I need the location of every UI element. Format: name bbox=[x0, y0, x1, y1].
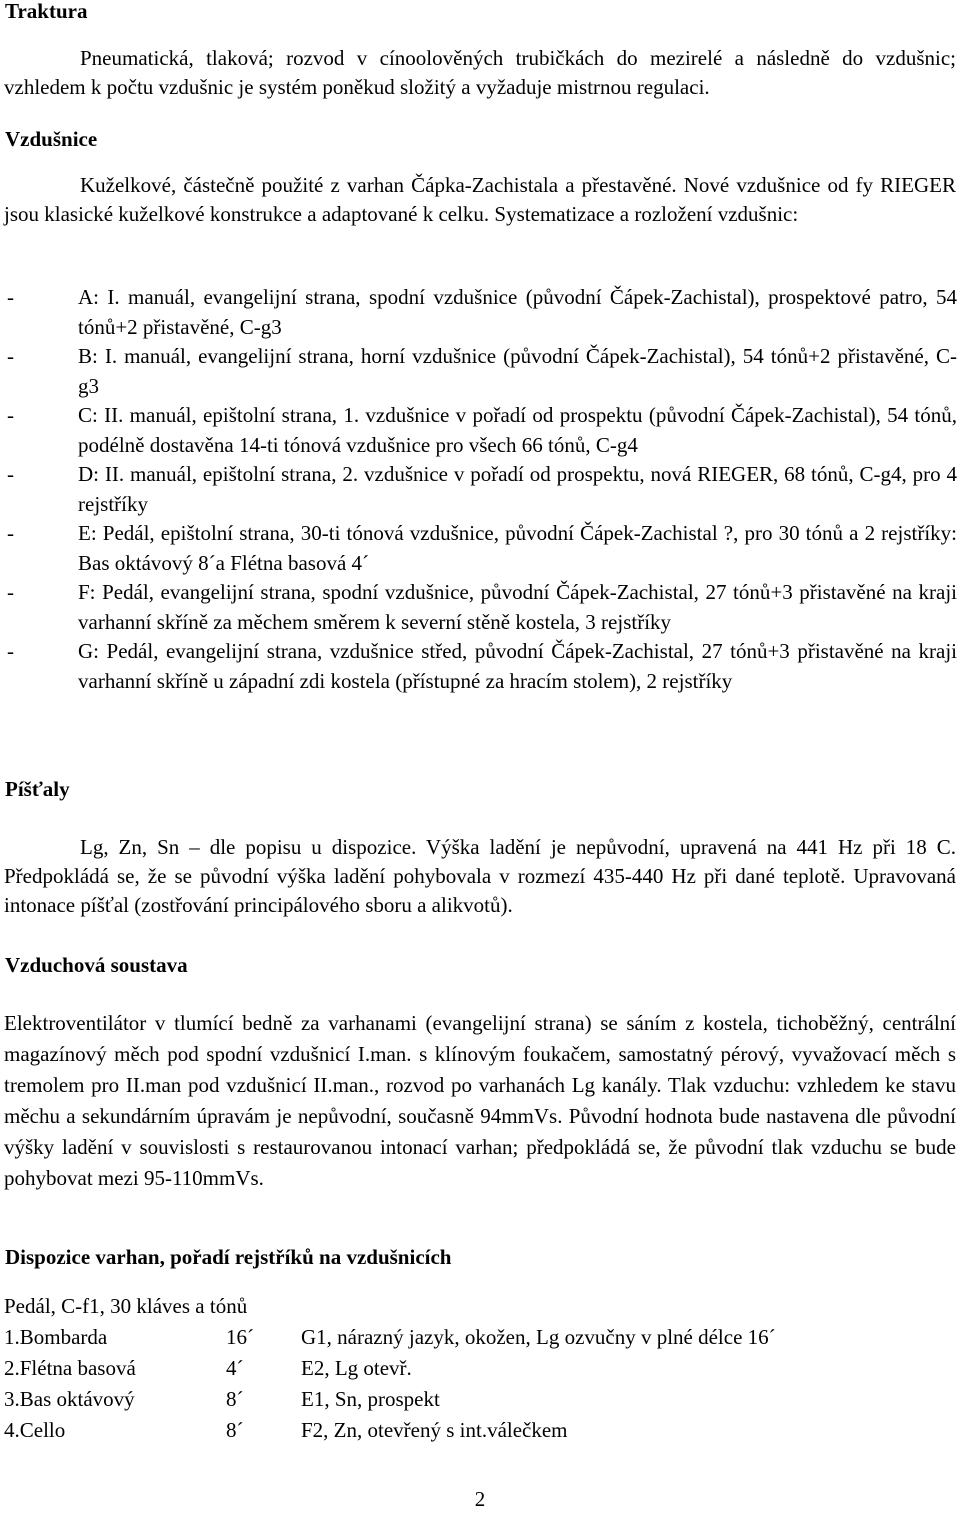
stop-description: F2, Zn, otevřený s int.válečkem bbox=[301, 1418, 568, 1442]
list-item-text: A: I. manuál, evangelijní strana, spodní vzdušnice (původní Čápek-Zachistal), prospektové patro, 54 tónů+2 přistavěné, C-g3 bbox=[78, 285, 957, 339]
list-item-text: G: Pedál, evangelijní strana, vzdušnice střed, původní Čápek-Zachistal, 27 tónů+3 přistavěné na kraji varhanní skříně u západní zdi kostela (přístupné za hracím stolem), 2 rejstříky bbox=[78, 639, 957, 693]
pedal-subtitle: Pedál, C-f1, 30 kláves a tónů bbox=[4, 1294, 248, 1318]
heading-vzduchova-soustava: Vzduchová soustava bbox=[5, 953, 188, 977]
stop-description: E1, Sn, prospekt bbox=[301, 1387, 440, 1411]
list-item bbox=[7, 342, 957, 401]
stop-name: 1.Bombarda bbox=[4, 1325, 108, 1349]
paragraph-traktura: Pneumatická, tlaková; rozvod v cínoolověných trubičkách do mezirelé a následně do vzdušnic; vzhledem k počtu vzdušnic je systém poněkud složitý a vyžaduje mistrnou regulaci. bbox=[4, 46, 956, 99]
dash-bullet: - bbox=[7, 639, 14, 663]
list-item bbox=[7, 401, 957, 460]
stop-name: 3.Bas oktávový bbox=[4, 1387, 135, 1411]
list-item bbox=[7, 637, 957, 696]
stop-description: G1, nárazný jazyk, okožen, Lg ozvučny v plné délce 16´ bbox=[301, 1325, 776, 1349]
heading-vzdusnice: Vzdušnice bbox=[5, 127, 98, 151]
stop-row bbox=[4, 1415, 924, 1446]
list-item-text: C: II. manuál, epištolní strana, 1. vzdušnice v pořadí od prospektu (původní Čápek-Zachistal), 54 tónů, podélně dostavěna 14-ti tónová vzdušnice pro všech 66 tónů, C-g4 bbox=[78, 403, 957, 457]
dash-bullet: - bbox=[7, 521, 14, 545]
stop-name: 2.Flétna basová bbox=[4, 1356, 136, 1380]
list-item-text: D: II. manuál, epištolní strana, 2. vzdušnice v pořadí od prospektu, nová RIEGER, 68 tónů, C-g4, pro 4 rejstříky bbox=[78, 462, 957, 516]
stop-size: 4´ bbox=[226, 1356, 244, 1380]
windchest-list bbox=[7, 283, 957, 696]
list-item bbox=[7, 283, 957, 342]
list-item-text: B: I. manuál, evangelijní strana, horní vzdušnice (původní Čápek-Zachistal), 54 tónů+2 přistavěné, C-g3 bbox=[78, 344, 957, 398]
dash-bullet: - bbox=[7, 580, 14, 604]
stop-description: E2, Lg otevř. bbox=[301, 1356, 412, 1380]
list-item-text: F: Pedál, evangelijní strana, spodní vzdušnice, původní Čápek-Zachistal, 27 tónů+3 přistavěné na kraji varhanní skříně za měchem směrem k severní stěně kostela, 3 rejstříky bbox=[78, 580, 957, 634]
list-item bbox=[7, 460, 957, 519]
stop-row bbox=[4, 1353, 924, 1384]
stop-size: 8´ bbox=[226, 1418, 244, 1442]
dash-bullet: - bbox=[7, 344, 14, 368]
stop-list bbox=[4, 1322, 924, 1446]
list-item-text: E: Pedál, epištolní strana, 30-ti tónová vzdušnice, původní Čápek-Zachistal ?, pro 30 tónů a 2 rejstříky: Bas oktávový 8´a Flétna basová 4´ bbox=[78, 521, 957, 575]
stop-row bbox=[4, 1322, 924, 1353]
paragraph-vzduchova-soustava: Elektroventilátor v tlumící bedně za varhanami (evangelijní strana) se sáním z kostela, tichoběžný, centrální magazínový měch pod spodní vzdušnicí I.man. s klínovým foukačem, samostatný pérový, vyvažovací měch s tremolem pro II.man pod vzdušnicí II.man., rozvod po varhanách Lg kanály. Tlak vzduchu: vzhledem ke stavu měchu a sekundárním úpravám je nepůvodní, současně 94mmVs. Původní hodnota bude nastavena dle původní výšky ladění v souvislosti s restaurovanou intonací varhan; předpokládá se, že původní tlak vzduchu se bude pohybovat mezi 95-110mmVs. bbox=[4, 1011, 956, 1190]
paragraph-vzdusnice: Kuželkové, částečně použité z varhan Čápka-Zachistala a přestavěné. Nové vzdušnice od fy RIEGER jsou klasické kuželkové konstrukce a adaptované k celku. Systematizace a rozložení vzdušnic: bbox=[4, 173, 956, 226]
list-item bbox=[7, 519, 957, 578]
dash-bullet: - bbox=[7, 285, 14, 309]
page-number: 2 bbox=[474, 1487, 486, 1511]
list-item bbox=[7, 578, 957, 637]
stop-row bbox=[4, 1384, 924, 1415]
heading-traktura: Traktura bbox=[5, 0, 88, 23]
heading-dispozice: Dispozice varhan, pořadí rejstříků na vzdušnicích bbox=[5, 1245, 452, 1269]
heading-pistaly: Píšťaly bbox=[5, 777, 70, 801]
dash-bullet: - bbox=[7, 462, 14, 486]
paragraph-pistaly: Lg, Zn, Sn – dle popisu u dispozice. Výška ladění je nepůvodní, upravená na 441 Hz při 18 C. Předpokládá se, že se původní výška ladění pohybovala v rozmezí 435-440 Hz při dané teplotě. Upravovaná intonace píšťal (zostřování principálového sboru a alikvotů). bbox=[4, 835, 956, 917]
stop-size: 16´ bbox=[226, 1325, 254, 1349]
stop-name: 4.Cello bbox=[4, 1418, 66, 1442]
dash-bullet: - bbox=[7, 403, 14, 427]
stop-size: 8´ bbox=[226, 1387, 244, 1411]
